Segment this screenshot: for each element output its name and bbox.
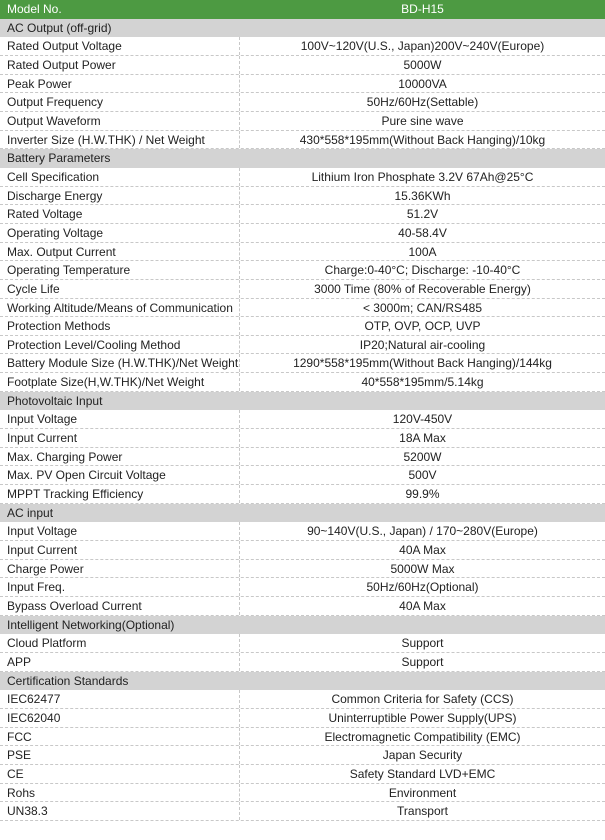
spec-value: 5000W [403, 57, 442, 72]
spec-value: < 3000m; CAN/RS485 [362, 300, 483, 315]
spec-sections [0, 19, 605, 821]
table-row [0, 93, 605, 112]
spec-label: Footplate Size(H,W.THK)/Net Weight [0, 373, 240, 391]
table-row [0, 37, 605, 56]
spec-label: Input Current [0, 429, 240, 447]
spec-label: Operating Voltage [0, 224, 240, 242]
spec-label: IEC62040 [0, 709, 240, 727]
section-title: Intelligent Networking(Optional) [7, 617, 175, 632]
section-title: Certification Standards [7, 673, 129, 688]
spec-label: PSE [0, 746, 240, 764]
table-row [0, 728, 605, 747]
spec-value: Support [401, 654, 444, 669]
section-header [0, 19, 605, 38]
table-row [0, 765, 605, 784]
table-row [0, 448, 605, 467]
spec-value: 50Hz/60Hz(Optional) [366, 580, 479, 595]
spec-value: Electromagnetic Compatibility (EMC) [324, 729, 521, 744]
spec-label: Working Altitude/Means of Communication [0, 299, 240, 317]
spec-label: Discharge Energy [0, 187, 240, 205]
spec-value: 1290*558*195mm(Without Back Hanging)/144kg [293, 356, 552, 371]
spec-value: OTP, OVP, OCP, UVP [364, 319, 481, 334]
table-row [0, 522, 605, 541]
spec-value: 51.2V [406, 207, 439, 222]
table-header [0, 0, 605, 19]
spec-label: MPPT Tracking Efficiency [0, 485, 240, 503]
spec-label: Operating Temperature [0, 261, 240, 279]
spec-value: Lithium Iron Phosphate 3.2V 67Ah@25°C [311, 169, 534, 184]
table-row [0, 784, 605, 803]
table-row [0, 168, 605, 187]
table-row [0, 560, 605, 579]
spec-label: Rated Output Power [0, 56, 240, 74]
table-row [0, 336, 605, 355]
spec-value: 99.9% [405, 487, 440, 502]
spec-label: Bypass Overload Current [0, 597, 240, 615]
table-row [0, 243, 605, 262]
section-title: AC Output (off-grid) [7, 20, 112, 35]
spec-value: Transport [397, 804, 448, 819]
spec-value: 40A Max [399, 543, 446, 558]
spec-value: Support [401, 636, 444, 651]
spec-value: 100A [408, 244, 437, 259]
spec-label: Rated Output Voltage [0, 37, 240, 55]
spec-value: 40*558*195mm/5.14kg [361, 375, 484, 390]
table-row [0, 485, 605, 504]
spec-value: 18A Max [399, 431, 446, 446]
section-header [0, 392, 605, 411]
spec-label: Protection Level/Cooling Method [0, 336, 240, 354]
spec-label: Max. Output Current [0, 243, 240, 261]
spec-label: APP [0, 653, 240, 671]
table-row [0, 466, 605, 485]
table-row [0, 578, 605, 597]
spec-value: Common Criteria for Safety (CCS) [331, 692, 514, 707]
table-row [0, 224, 605, 243]
spec-label: Output Frequency [0, 93, 240, 111]
table-row [0, 299, 605, 318]
spec-value: 15.36KWh [394, 188, 451, 203]
section-title: AC input [7, 505, 54, 520]
spec-label: Max. Charging Power [0, 448, 240, 466]
header-label: Model No. [7, 2, 62, 16]
table-row [0, 709, 605, 728]
section-header [0, 149, 605, 168]
spec-value: Japan Security [382, 748, 463, 763]
header-model: BD-H15 [401, 2, 444, 16]
spec-label: IEC62477 [0, 690, 240, 708]
spec-value: Safety Standard LVD+EMC [349, 766, 496, 781]
table-row [0, 653, 605, 672]
table-row [0, 187, 605, 206]
section-header [0, 504, 605, 523]
spec-value: 3000 Time (80% of Recoverable Energy) [314, 281, 531, 296]
table-row [0, 75, 605, 94]
spec-value: 40-58.4V [398, 225, 447, 240]
spec-value: IP20;Natural air-cooling [359, 337, 486, 352]
table-row [0, 354, 605, 373]
table-row [0, 597, 605, 616]
spec-value: Environment [388, 785, 457, 800]
table-row [0, 205, 605, 224]
spec-label: Max. PV Open Circuit Voltage [0, 466, 240, 484]
spec-value: 5000W Max [390, 561, 455, 576]
table-row [0, 280, 605, 299]
table-row [0, 690, 605, 709]
table-row [0, 261, 605, 280]
table-row [0, 317, 605, 336]
spec-label: Peak Power [0, 75, 240, 93]
spec-value: 10000VA [398, 76, 447, 91]
table-row [0, 429, 605, 448]
spec-label: Charge Power [0, 560, 240, 578]
spec-label: Battery Module Size (H.W.THK)/Net Weight [0, 354, 240, 372]
spec-value: 120V-450V [392, 412, 453, 427]
spec-label: Cell Specification [0, 168, 240, 186]
spec-label: UN38.3 [0, 802, 240, 820]
spec-value: 50Hz/60Hz(Settable) [366, 95, 479, 110]
spec-value: 40A Max [399, 599, 446, 613]
table-row [0, 634, 605, 653]
spec-label: Input Voltage [0, 522, 240, 540]
spec-label: Input Voltage [0, 410, 240, 428]
spec-label: Cycle Life [0, 280, 240, 298]
spec-value: 90~140V(U.S., Japan) / 170~280V(Europe) [307, 524, 538, 539]
spec-value: Uninterruptible Power Supply(UPS) [328, 710, 517, 725]
spec-label: Inverter Size (H.W.THK) / Net Weight [0, 131, 240, 149]
spec-value: 500V [408, 468, 437, 483]
table-row [0, 112, 605, 131]
spec-label: CE [0, 765, 240, 783]
table-row [0, 541, 605, 560]
spec-label: Cloud Platform [0, 634, 240, 652]
section-title: Photovoltaic Input [7, 393, 103, 408]
table-row [0, 373, 605, 392]
table-row [0, 746, 605, 765]
table-row [0, 131, 605, 150]
spec-value: 430*558*195mm(Without Back Hanging)/10kg [299, 132, 546, 147]
spec-label: Input Freq. [0, 578, 240, 596]
spec-label: FCC [0, 728, 240, 746]
spec-label: Input Current [0, 541, 240, 559]
spec-value: Charge:0-40°C; Discharge: -10-40°C [324, 263, 521, 278]
section-header [0, 672, 605, 691]
spec-label: Output Waveform [0, 112, 240, 130]
section-title: Battery Parameters [7, 151, 111, 166]
table-row [0, 56, 605, 75]
spec-label: Rohs [0, 784, 240, 802]
table-row [0, 410, 605, 429]
spec-value: 100V~120V(U.S., Japan)200V~240V(Europe) [300, 39, 545, 54]
spec-value: Pure sine wave [381, 113, 464, 128]
spec-label: Protection Methods [0, 317, 240, 335]
spec-value: 5200W [403, 449, 442, 464]
table-row [0, 802, 605, 821]
spec-label: Rated Voltage [0, 205, 240, 223]
section-header [0, 616, 605, 635]
